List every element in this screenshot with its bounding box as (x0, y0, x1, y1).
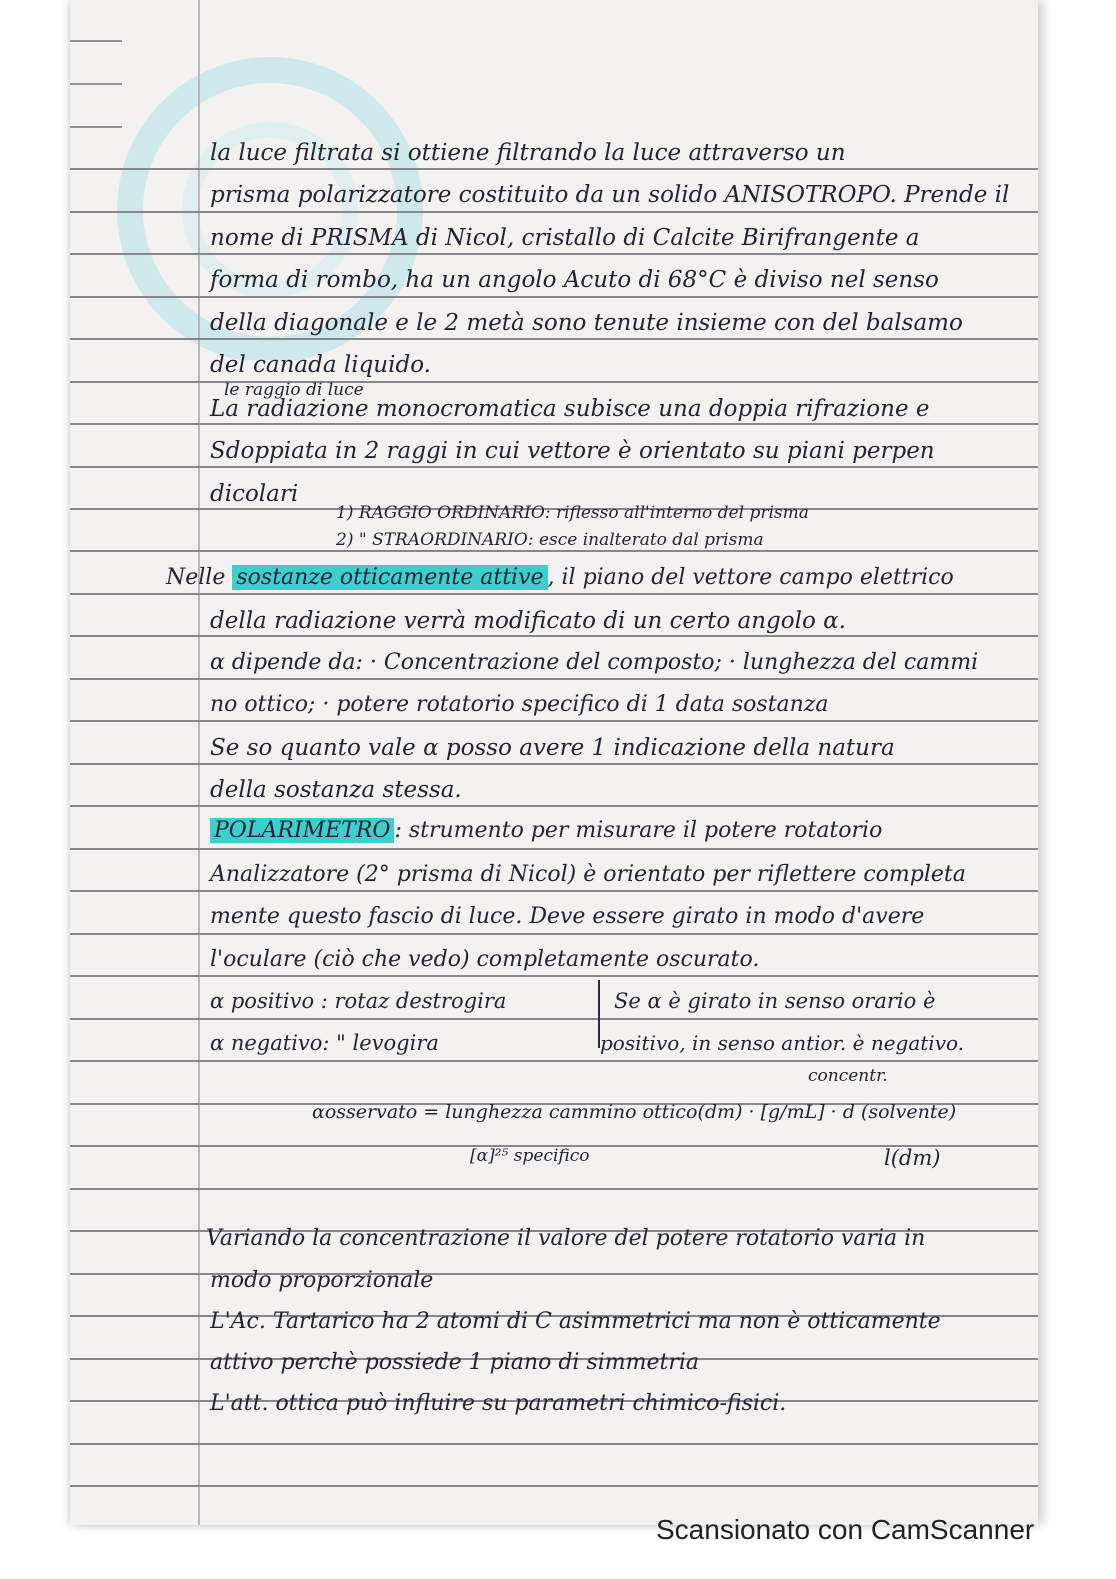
note-line-4: forma di rombo, ha un angolo Acuto di 68°C è diviso nel senso (210, 267, 939, 293)
note-line-9: dicolari (210, 481, 299, 507)
highlight-polarimetro: POLARIMETRO (210, 818, 394, 843)
highlight-sostanze: sostanze otticamente attive (232, 565, 547, 590)
note-line-15: della sostanza stessa. (210, 777, 462, 803)
formula-specific-rotation: [α]²⁵ specifico (470, 1146, 590, 1166)
note-line-24: L'att. ottica può influire su parametri chimico-fisici. (210, 1391, 787, 1416)
note-line-21: modo proporzionale (210, 1268, 434, 1293)
note-line-12: α dipende da: · Concentrazione del composto; · lunghezza del cammi (210, 650, 979, 675)
note-col-left-2: α negativo: " levogira (210, 1031, 439, 1055)
formula-length-unit: l(dm) (884, 1146, 941, 1170)
note-sub-1: 1) RAGGIO ORDINARIO: riflesso all'interno del prisma (336, 503, 809, 523)
note-line-11: della radiazione verrà modificato di un certo angolo α. (210, 608, 846, 634)
note-line-8: Sdoppiata in 2 raggi in cui vettore è orientato su piani perpen (210, 438, 935, 464)
formula-concentration-label: concentr. (808, 1066, 888, 1086)
note-col-right-1: Se α è girato in senso orario è (614, 989, 936, 1013)
note-line-19: l'oculare (ciò che vedo) completamente oscurato. (210, 947, 760, 972)
note-line-7: La radiazione monocromatica subisce una doppia rifrazione e (210, 396, 930, 422)
note-line-1: la luce filtrata si ottiene filtrando la luce attraverso un (210, 140, 846, 166)
note-insert: le raggio di luce (224, 380, 364, 400)
note-line-18: mente questo fascio di luce. Deve essere girato in modo d'avere (210, 904, 925, 929)
note-line-20: Variando la concentrazione il valore del potere rotatorio varia in (206, 1226, 926, 1251)
note-line-22: L'Ac. Tartarico ha 2 atomi di C asimmetrici ma non è otticamente (210, 1309, 941, 1334)
note-line-16 (210, 818, 882, 843)
note-sub-2: 2) " STRAORDINARIO: esce inalterato dal prisma (336, 530, 764, 550)
note-col-right-2: positivo, in senso antior. è negativo. (600, 1031, 965, 1055)
note-prefix: Nelle (166, 565, 226, 590)
note-line-2: prisma polarizzatore costituito da un solido ANISOTROPO. Prende il (210, 182, 1010, 208)
camscanner-footer: Scansionato con CamScanner (656, 1514, 1035, 1545)
note-line-14: Se so quanto vale α posso avere 1 indicazione della natura (210, 735, 895, 761)
note-line-17: Analizzatore (2° prisma di Nicol) è orientato per riflettere completa (210, 862, 966, 887)
note-line-3: nome di PRISMA di Nicol, cristallo di Calcite Birifrangente a (210, 225, 920, 251)
note-suffix: , il piano del vettore campo elettrico (547, 565, 954, 590)
formula-main: αosservato = lunghezza cammino ottico(dm) · [g/mL] · d (solvente) (312, 1101, 957, 1123)
polarimetro-definition: : strumento per misurare il potere rotatorio (394, 818, 883, 843)
note-col-left-1: α positivo : rotaz destrogira (210, 989, 507, 1013)
note-line-6: del canada liquido. (210, 352, 431, 378)
note-line-5: della diagonale e le 2 metà sono tenute insieme con del balsamo (210, 310, 963, 336)
note-line-23: attivo perchè possiede 1 piano di simmetria (210, 1350, 700, 1375)
note-line-13: no ottico; · potere rotatorio specifico di 1 data sostanza (210, 692, 829, 717)
note-line-10 (166, 565, 954, 590)
